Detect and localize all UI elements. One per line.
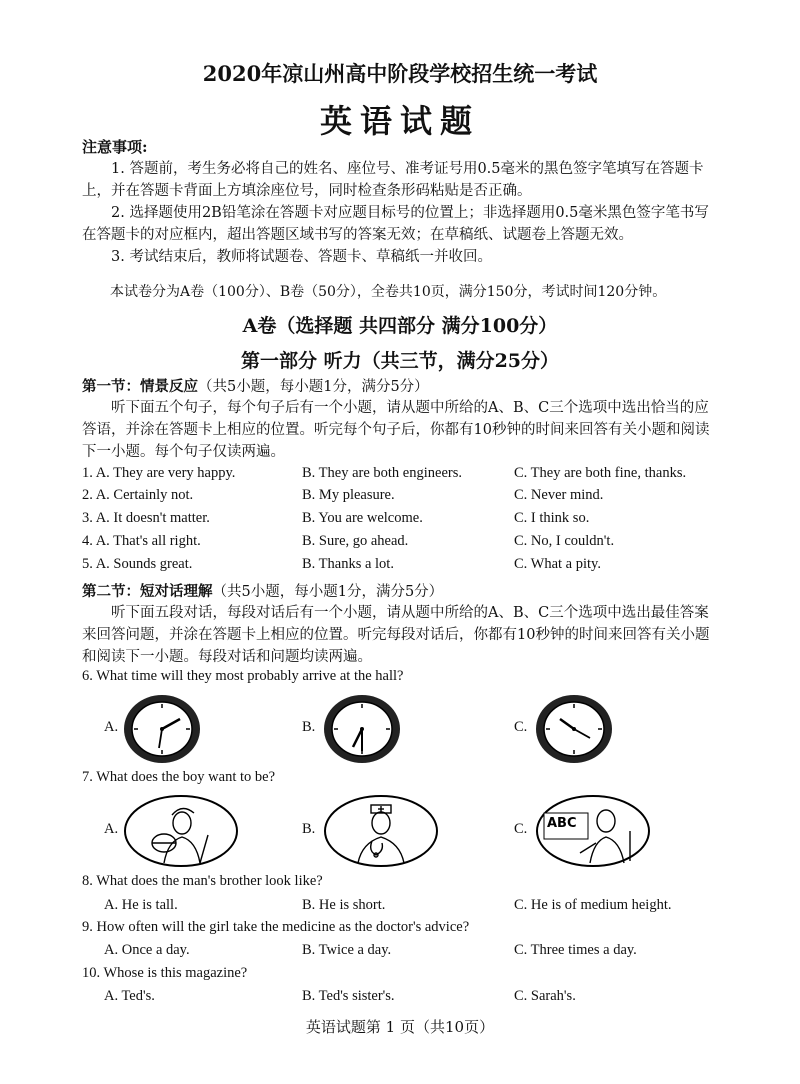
q3-option-b[interactable]: B. You are welcome. — [302, 510, 423, 526]
notice-heading: 注意事项: — [82, 138, 148, 156]
q6-clock-a[interactable] — [122, 693, 202, 765]
q8-stem: 8. What does the man's brother look like? — [82, 873, 323, 889]
q5-option-a[interactable]: 5. A. Sounds great. — [82, 556, 193, 572]
exam-summary: 本试卷分为A卷（100分）、B卷（50分），全卷共10页，满分150分，考试时间120分钟。 — [110, 284, 667, 300]
q1-option-a[interactable]: 1. A. They are very happy. — [82, 465, 236, 481]
q4-option-c[interactable]: C. No, I couldn't. — [514, 533, 615, 549]
q7-label-a: A. — [104, 821, 119, 837]
question-row-1 — [82, 465, 722, 487]
question-row-2 — [82, 487, 722, 509]
section2-instruction: 听下面五段对话，每段对话后有一个小题，请从题中所给的A、B、C三个选项中选出最佳答案来回答问题，并涂在答题卡上相应的位置。听完每段对话后，你都有10秒钟的时间来回答有关小题和阅读下一小题。每段对话和问题均读两遍。 — [82, 605, 710, 665]
q9-options — [104, 942, 744, 964]
q6-clock-c[interactable] — [534, 693, 614, 765]
q7-label-b: B. — [302, 821, 316, 837]
q6-label-a: A. — [104, 719, 119, 735]
q5-num: 5. — [82, 556, 93, 572]
exam-title: 2020年凉山州高中阶段学校招生统一考试 — [202, 61, 598, 86]
section1-meta: （共5小题，每小题1分，满分5分） — [198, 379, 429, 395]
q2-num: 2. — [82, 487, 93, 503]
q9-option-a[interactable]: A. Once a day. — [104, 942, 190, 958]
q7-teacher-picture[interactable] — [534, 793, 652, 869]
page-footer: 英语试题第 1 页（共10页） — [305, 1018, 495, 1036]
q8-option-b[interactable]: B. He is short. — [302, 897, 386, 913]
q1-option-b[interactable]: B. They are both engineers. — [302, 465, 462, 481]
q8-option-c[interactable]: C. He is of medium height. — [514, 897, 672, 913]
section2-heading — [82, 580, 443, 601]
q7-board-text: ABC — [547, 816, 577, 831]
notice-item-3: 3. 考试结束后，教师将试题卷、答题卡、草稿纸一并收回。 — [111, 249, 492, 265]
q10-option-b[interactable]: B. Ted's sister's. — [302, 988, 395, 1004]
q9-stem: 9. How often will the girl take the medicine as the doctor's advice? — [82, 919, 470, 935]
q4-num: 4. — [82, 533, 93, 549]
q7-doctor-picture[interactable] — [322, 793, 440, 869]
q5-option-c[interactable]: C. What a pity. — [514, 556, 601, 572]
q7-driver-picture[interactable] — [122, 793, 240, 869]
q6-label-b: B. — [302, 719, 316, 735]
q8-option-a[interactable]: A. He is tall. — [104, 897, 178, 913]
q10-stem: 10. Whose is this magazine? — [82, 965, 248, 981]
section1-heading — [82, 375, 429, 396]
notice-item-1: 1. 答题前，考生务必将自己的姓名、座位号、准考证号用0.5毫米的黑色签字笔填写在答题卡上，并在答题卡背面上方填涂座位号，同时检查条形码粘贴是否正确。 — [82, 161, 704, 199]
q9-option-c[interactable]: C. Three times a day. — [514, 942, 637, 958]
q7-label-c: C. — [514, 821, 528, 837]
question-row-4 — [82, 533, 722, 555]
q5-option-b[interactable]: B. Thanks a lot. — [302, 556, 394, 572]
q10-option-a[interactable]: A. Ted's. — [104, 988, 155, 1004]
subject-title: 英语试题 — [319, 102, 480, 140]
q3-option-a[interactable]: 3. A. It doesn't matter. — [82, 510, 210, 526]
section2-meta: （共5小题，每小题1分，满分5分） — [212, 584, 444, 600]
q3-option-c[interactable]: C. I think so. — [514, 510, 590, 526]
q1-option-c[interactable]: C. They are both fine, thanks. — [514, 465, 687, 481]
section1-instruction: 听下面五个句子，每个句子后有一个小题，请从题中所给的A、B、C三个选项中选出恰当的应答语，并涂在答题卡上相应的位置。听完每个句子后，你都有10秒钟的时间来回答有关小题和阅读下一小题。每个句子仅读两遍。 — [82, 400, 710, 460]
q2-option-a[interactable]: 2. A. Certainly not. — [82, 487, 194, 503]
q6-stem: 6. What time will they most probably arrive at the hall? — [82, 668, 404, 684]
q2-option-b[interactable]: B. My pleasure. — [302, 487, 395, 503]
section2-title: 第二节：短对话理解 — [82, 583, 213, 600]
q6-label-c: C. — [514, 719, 528, 735]
q9-option-b[interactable]: B. Twice a day. — [302, 942, 392, 958]
q10-option-c[interactable]: C. Sarah's. — [514, 988, 576, 1004]
q10-options — [104, 988, 744, 1010]
q7-stem: 7. What does the boy want to be? — [82, 769, 276, 785]
q4-option-b[interactable]: B. Sure, go ahead. — [302, 533, 409, 549]
q3-num: 3. — [82, 510, 93, 526]
q4-option-a[interactable]: 4. A. That's all right. — [82, 533, 201, 549]
q2-option-c[interactable]: C. Never mind. — [514, 487, 604, 503]
q1-num: 1. — [82, 465, 93, 481]
notice-item-2: 2. 选择题使用2B铅笔涂在答题卡对应题目标号的位置上；非选择题用0.5毫米黑色签字笔书写在答题卡的对应框内，超出答题区域书写的答案无效；在草稿纸、试题卷上答题无效。 — [82, 205, 709, 243]
q6-clock-b[interactable] — [322, 693, 402, 765]
q8-options — [104, 897, 744, 919]
question-row-3 — [82, 510, 722, 532]
section-a-heading: A卷（选择题 共四部分 满分100分） — [242, 315, 558, 337]
part1-heading: 第一部分 听力（共三节，满分25分） — [240, 350, 560, 372]
question-row-5 — [82, 556, 722, 578]
section1-title: 第一节：情景反应 — [82, 378, 198, 395]
